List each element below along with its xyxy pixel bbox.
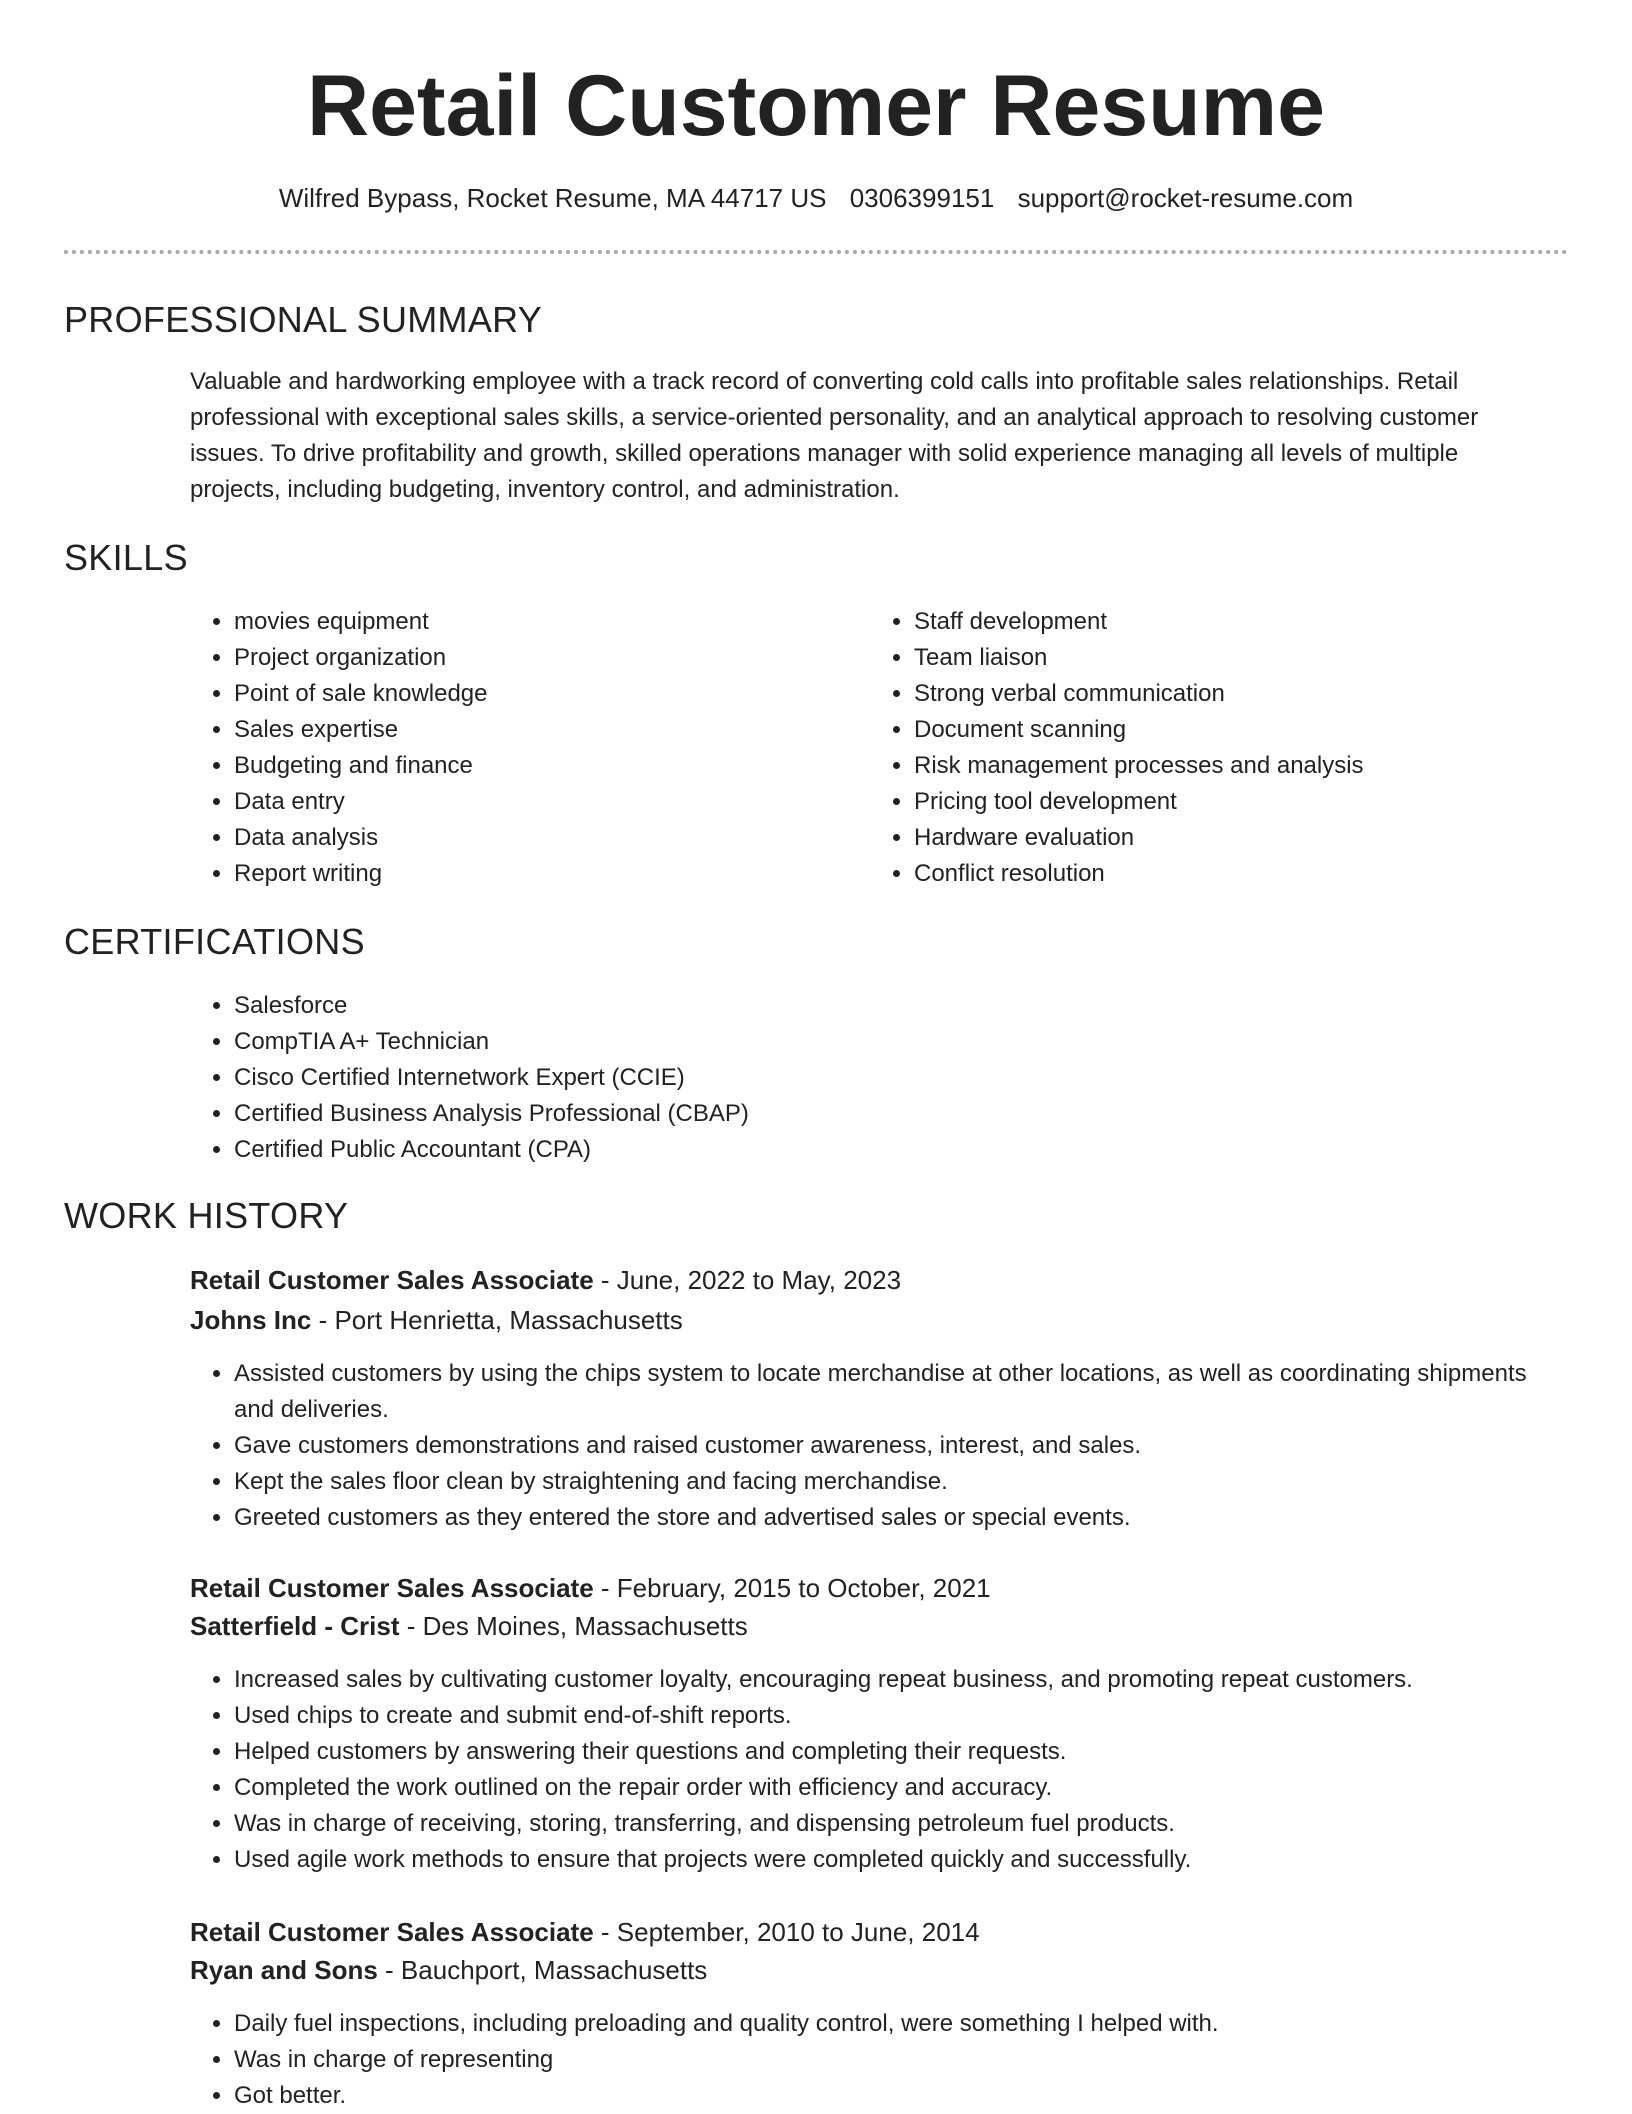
summary-text: Valuable and hardworking employee with a track record of converting cold calls into profitable sales relationships. Retail professional with exceptional sales skills, a service-oriented personality, and an analytical approach to resolving customer issues. To drive profitability and growth, skilled operations manager with solid experience managing all levels of multiple projects, including budgeting, inventory control, and administration. (190, 368, 1479, 503)
job-role: Retail Customer Sales Associate (190, 1265, 594, 1295)
skill-item: • Project organization (234, 640, 854, 676)
skill-item: • Team liaison (914, 640, 1594, 676)
job-bullet: • Gave customers demonstrations and raised customer awareness, interest, and sales. (234, 1428, 1534, 1464)
header-divider (64, 250, 1568, 254)
certification-item: • Certified Business Analysis Professional (CBAP) (234, 1096, 1534, 1132)
job-location: - Port Henrietta, Massachusetts (311, 1305, 683, 1335)
job-bullet: • Greeted customers as they entered the store and advertised sales or special events. (234, 1500, 1534, 1536)
job-company: Satterfield - Crist (190, 1611, 400, 1641)
job-title-line (190, 1914, 980, 1950)
job-company-line (190, 1302, 683, 1338)
job-bullet: • Was in charge of representing (234, 2042, 1534, 2078)
job-bullets (190, 1356, 1534, 1536)
skill-item: • Report writing (234, 856, 854, 892)
skill-item: • Staff development (914, 604, 1594, 640)
job-bullets (190, 2006, 1534, 2114)
contact-phone: 0306399151 (849, 183, 995, 213)
job-dates: - June, 2022 to May, 2023 (593, 1265, 902, 1295)
skill-item: • Budgeting and finance (234, 748, 854, 784)
skill-item: • Data analysis (234, 820, 854, 856)
certification-item: • Certified Public Accountant (CPA) (234, 1132, 1534, 1168)
certifications-heading: CERTIFICATIONS (64, 921, 365, 962)
job-bullet: • Increased sales by cultivating customer loyalty, encouraging repeat business, and promoting repeat customers. (234, 1662, 1574, 1698)
skill-item: • Strong verbal communication (914, 676, 1594, 712)
skill-item: • Conflict resolution (914, 856, 1594, 892)
skills-list-left (190, 604, 854, 892)
job-bullet: • Kept the sales floor clean by straightening and facing merchandise. (234, 1464, 1534, 1500)
work-history-heading: WORK HISTORY (64, 1195, 349, 1236)
contact-email: support@rocket-resume.com (1017, 183, 1354, 213)
skill-item: • Document scanning (914, 712, 1594, 748)
job-company-line (190, 1952, 707, 1988)
job-company-line (190, 1608, 748, 1644)
skill-item: • Pricing tool development (914, 784, 1594, 820)
job-company: Ryan and Sons (190, 1955, 378, 1985)
skill-item: • movies equipment (234, 604, 854, 640)
resume-title: Retail Customer Resume (307, 58, 1325, 154)
job-dates: - September, 2010 to June, 2014 (593, 1917, 980, 1947)
certification-item: • Salesforce (234, 988, 1534, 1024)
contact-line (0, 180, 1632, 216)
job-bullet: • Was in charge of receiving, storing, transferring, and dispensing petroleum fuel products. (234, 1806, 1574, 1842)
contact-address: Wilfred Bypass, Rocket Resume, MA 44717 US (278, 183, 827, 213)
job-bullet: • Helped customers by answering their questions and completing their requests. (234, 1734, 1574, 1770)
job-bullet: • Assisted customers by using the chips system to locate merchandise at other locations, as well as coordinating shipments and deliveries. (234, 1356, 1534, 1428)
job-title-line (190, 1262, 901, 1298)
skill-item: • Sales expertise (234, 712, 854, 748)
job-bullet: • Used chips to create and submit end-of-shift reports. (234, 1698, 1574, 1734)
skill-item: • Data entry (234, 784, 854, 820)
job-title-line (190, 1570, 991, 1606)
job-role: Retail Customer Sales Associate (190, 1917, 594, 1947)
certification-item: • CompTIA A+ Technician (234, 1024, 1534, 1060)
skill-item: • Risk management processes and analysis (914, 748, 1594, 784)
skills-list-right (870, 604, 1594, 892)
job-dates: - February, 2015 to October, 2021 (593, 1573, 991, 1603)
job-company: Johns Inc (190, 1305, 312, 1335)
certifications-list (190, 988, 1534, 1168)
job-bullet: • Used agile work methods to ensure that projects were completed quickly and successfully. (234, 1842, 1574, 1878)
job-bullet: • Completed the work outlined on the repair order with efficiency and accuracy. (234, 1770, 1574, 1806)
job-bullets (190, 1662, 1574, 1878)
job-bullet: • Got better. (234, 2078, 1534, 2114)
skills-heading: SKILLS (64, 537, 188, 578)
job-location: - Bauchport, Massachusetts (377, 1955, 708, 1985)
summary-heading: PROFESSIONAL SUMMARY (64, 299, 543, 340)
skill-item: • Point of sale knowledge (234, 676, 854, 712)
skill-item: • Hardware evaluation (914, 820, 1594, 856)
certification-item: • Cisco Certified Internetwork Expert (CCIE) (234, 1060, 1534, 1096)
job-location: - Des Moines, Massachusetts (399, 1611, 748, 1641)
job-bullet: • Daily fuel inspections, including preloading and quality control, were something I helped with. (234, 2006, 1534, 2042)
job-role: Retail Customer Sales Associate (190, 1573, 594, 1603)
